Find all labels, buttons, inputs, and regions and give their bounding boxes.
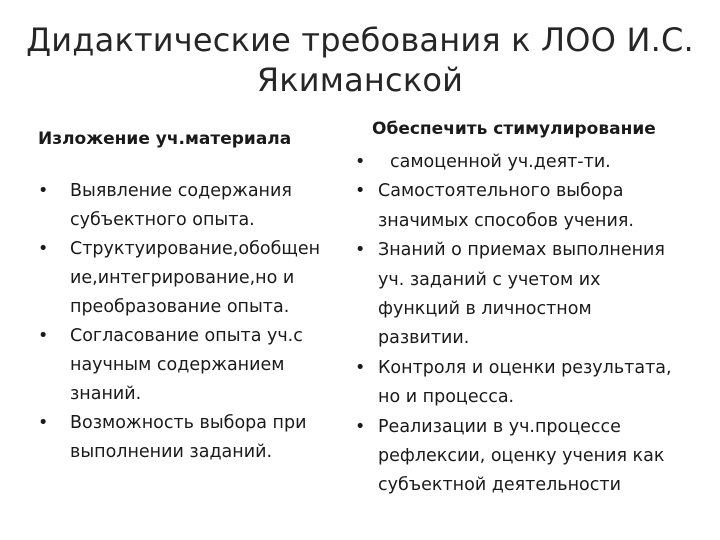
list-item-line: значимых способов учения. [378,210,634,231]
bullet-icon: • [38,239,49,259]
slide-title [0,20,720,100]
list-item-line: функций в личностном [378,299,592,320]
list-item-line: Самостоятельного выбора [378,181,624,202]
bullet-icon: • [38,326,49,346]
right-column-heading: Обеспечить стимулирование [372,119,656,139]
list-item [355,354,705,413]
list-item-line: Выявление содержания [70,181,292,201]
list-item [38,409,348,467]
list-item-line: Знаний о приемах выполнения [378,240,665,261]
list-item-line: Контроля и оценки результата, [378,357,672,378]
bullet-icon: • [38,181,49,201]
list-item-line: выполнении заданий. [70,442,273,462]
list-item-line: ие,интегрирование,но и [70,268,295,288]
list-item-line: Возможность выбора при [70,413,307,433]
list-item [38,177,348,235]
bullet-icon: • [355,181,366,202]
list-item-line: субъектного опыта. [70,210,255,230]
right-bullet-list [355,148,705,501]
list-item-line: развитии. [378,328,470,349]
bullet-icon: • [38,413,49,433]
list-item-line: Согласование опыта уч.с [70,326,303,346]
list-item-line: уч. заданий с учетом их [378,269,601,290]
bullet-icon: • [355,152,366,172]
slide-title-line-1: Дидактические требования к ЛОО И.С. [26,21,694,59]
list-item [355,177,705,236]
list-item [355,413,705,501]
bullet-icon: • [355,416,366,437]
list-item [38,235,348,322]
list-item-line: субъектной деятельности [378,475,621,496]
list-item [38,322,348,409]
list-item [355,148,705,177]
bullet-icon: • [355,357,366,378]
left-bullet-list [38,177,348,467]
list-item-line: но и процесса. [378,387,515,408]
list-item-line: Структуирование,обобщен [70,239,321,259]
list-item-line: Реализации в уч.процессе [378,416,621,437]
slide-title-line-2: Якиманской [256,61,464,99]
list-item-line: рефлексии, оценку учения как [378,446,665,467]
list-item-line: преобразование опыта. [70,297,290,317]
list-item-line: научным содержанием [70,355,285,375]
list-item-line: самоценной уч.деят-ти. [390,152,611,172]
list-item [355,236,705,354]
left-column-heading: Изложение уч.материала [38,129,292,149]
list-item-line: знаний. [70,384,142,404]
bullet-icon: • [355,240,366,261]
